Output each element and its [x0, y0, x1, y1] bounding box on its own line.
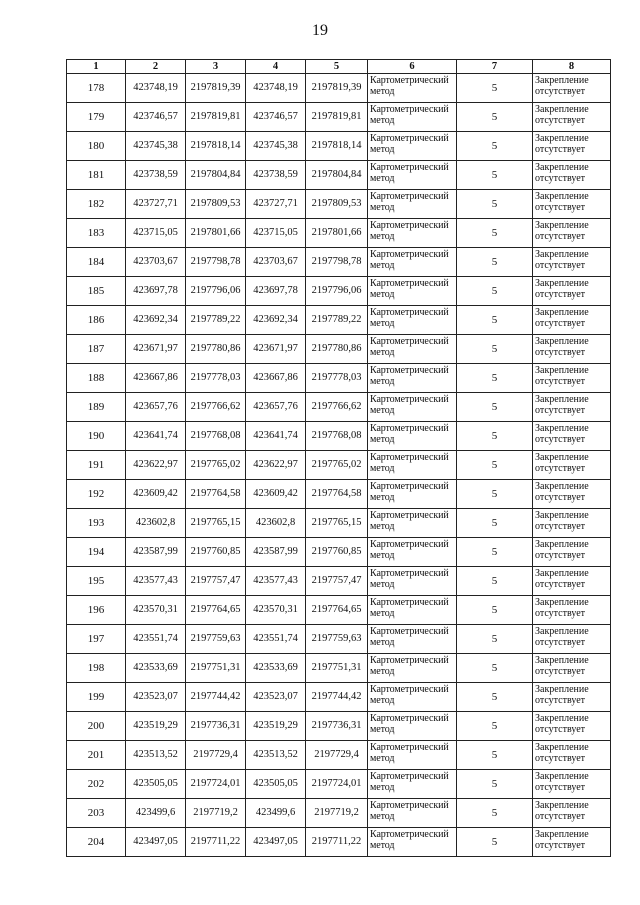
x-existing-cell: 423748,19 — [126, 74, 186, 103]
method-cell: Картометрический метод — [368, 132, 457, 161]
x-new-cell: 423697,78 — [246, 277, 306, 306]
y-new-cell: 2197796,06 — [306, 277, 368, 306]
x-new-cell: 423523,07 — [246, 683, 306, 712]
table-row — [67, 683, 611, 712]
method-cell: Картометрический метод — [368, 509, 457, 538]
table-row — [67, 480, 611, 509]
fixation-cell: Закрепление отсутствует — [533, 219, 611, 248]
fixation-cell: Закрепление отсутствует — [533, 567, 611, 596]
y-existing-cell: 2197809,53 — [186, 190, 246, 219]
x-new-cell: 423667,86 — [246, 364, 306, 393]
x-existing-cell: 423513,52 — [126, 741, 186, 770]
point-number-cell: 198 — [67, 654, 126, 683]
point-number-cell: 188 — [67, 364, 126, 393]
accuracy-cell: 5 — [457, 480, 533, 509]
y-new-cell: 2197819,81 — [306, 103, 368, 132]
point-number-cell: 189 — [67, 393, 126, 422]
method-cell: Картометрический метод — [368, 567, 457, 596]
accuracy-cell: 5 — [457, 451, 533, 480]
x-new-cell: 423497,05 — [246, 828, 306, 857]
coordinates-table — [66, 59, 611, 857]
y-existing-cell: 2197778,03 — [186, 364, 246, 393]
fixation-cell: Закрепление отсутствует — [533, 132, 611, 161]
table-row — [67, 219, 611, 248]
x-new-cell: 423587,99 — [246, 538, 306, 567]
accuracy-cell: 5 — [457, 219, 533, 248]
y-new-cell: 2197764,65 — [306, 596, 368, 625]
fixation-cell: Закрепление отсутствует — [533, 248, 611, 277]
accuracy-cell: 5 — [457, 683, 533, 712]
x-existing-cell: 423523,07 — [126, 683, 186, 712]
table-row — [67, 74, 611, 103]
accuracy-cell: 5 — [457, 364, 533, 393]
accuracy-cell: 5 — [457, 770, 533, 799]
fixation-cell: Закрепление отсутствует — [533, 451, 611, 480]
x-existing-cell: 423587,99 — [126, 538, 186, 567]
x-existing-cell: 423715,05 — [126, 219, 186, 248]
point-number-cell: 185 — [67, 277, 126, 306]
y-existing-cell: 2197724,01 — [186, 770, 246, 799]
table-row — [67, 770, 611, 799]
method-cell: Картометрический метод — [368, 828, 457, 857]
x-existing-cell: 423622,97 — [126, 451, 186, 480]
y-new-cell: 2197757,47 — [306, 567, 368, 596]
x-new-cell: 423671,97 — [246, 335, 306, 364]
accuracy-cell: 5 — [457, 335, 533, 364]
accuracy-cell: 5 — [457, 132, 533, 161]
accuracy-cell: 5 — [457, 509, 533, 538]
fixation-cell: Закрепление отсутствует — [533, 625, 611, 654]
y-new-cell: 2197736,31 — [306, 712, 368, 741]
method-cell: Картометрический метод — [368, 422, 457, 451]
fixation-cell: Закрепление отсутствует — [533, 364, 611, 393]
x-existing-cell: 423570,31 — [126, 596, 186, 625]
x-existing-cell: 423746,57 — [126, 103, 186, 132]
y-existing-cell: 2197719,2 — [186, 799, 246, 828]
x-new-cell: 423715,05 — [246, 219, 306, 248]
x-existing-cell: 423727,71 — [126, 190, 186, 219]
point-number-cell: 203 — [67, 799, 126, 828]
accuracy-cell: 5 — [457, 393, 533, 422]
y-new-cell: 2197719,2 — [306, 799, 368, 828]
y-existing-cell: 2197766,62 — [186, 393, 246, 422]
fixation-cell: Закрепление отсутствует — [533, 103, 611, 132]
y-existing-cell: 2197729,4 — [186, 741, 246, 770]
y-new-cell: 2197751,31 — [306, 654, 368, 683]
fixation-cell: Закрепление отсутствует — [533, 654, 611, 683]
y-new-cell: 2197760,85 — [306, 538, 368, 567]
method-cell: Картометрический метод — [368, 712, 457, 741]
table-row — [67, 654, 611, 683]
x-new-cell: 423499,6 — [246, 799, 306, 828]
accuracy-cell: 5 — [457, 248, 533, 277]
x-new-cell: 423703,67 — [246, 248, 306, 277]
point-number-cell: 200 — [67, 712, 126, 741]
accuracy-cell: 5 — [457, 741, 533, 770]
method-cell: Картометрический метод — [368, 335, 457, 364]
column-header-1: 1 — [67, 60, 126, 74]
x-existing-cell: 423692,34 — [126, 306, 186, 335]
y-existing-cell: 2197764,65 — [186, 596, 246, 625]
x-existing-cell: 423499,6 — [126, 799, 186, 828]
y-new-cell: 2197744,42 — [306, 683, 368, 712]
table-row — [67, 712, 611, 741]
table-row — [67, 451, 611, 480]
point-number-cell: 186 — [67, 306, 126, 335]
x-new-cell: 423738,59 — [246, 161, 306, 190]
x-existing-cell: 423641,74 — [126, 422, 186, 451]
y-existing-cell: 2197801,66 — [186, 219, 246, 248]
table-row — [67, 161, 611, 190]
table-body — [67, 74, 611, 857]
table-row — [67, 596, 611, 625]
method-cell: Картометрический метод — [368, 190, 457, 219]
y-existing-cell: 2197780,86 — [186, 335, 246, 364]
table-row — [67, 306, 611, 335]
table-row — [67, 538, 611, 567]
page-number: 19 — [312, 22, 328, 39]
y-existing-cell: 2197798,78 — [186, 248, 246, 277]
point-number-cell: 192 — [67, 480, 126, 509]
x-existing-cell: 423602,8 — [126, 509, 186, 538]
accuracy-cell: 5 — [457, 538, 533, 567]
accuracy-cell: 5 — [457, 799, 533, 828]
point-number-cell: 191 — [67, 451, 126, 480]
fixation-cell: Закрепление отсутствует — [533, 190, 611, 219]
method-cell: Картометрический метод — [368, 799, 457, 828]
accuracy-cell: 5 — [457, 277, 533, 306]
y-new-cell: 2197801,66 — [306, 219, 368, 248]
y-existing-cell: 2197759,63 — [186, 625, 246, 654]
table-row — [67, 509, 611, 538]
y-new-cell: 2197804,84 — [306, 161, 368, 190]
column-header-5: 5 — [306, 60, 368, 74]
point-number-cell: 201 — [67, 741, 126, 770]
y-existing-cell: 2197796,06 — [186, 277, 246, 306]
fixation-cell: Закрепление отсутствует — [533, 538, 611, 567]
method-cell: Картометрический метод — [368, 683, 457, 712]
x-new-cell: 423692,34 — [246, 306, 306, 335]
x-existing-cell: 423703,67 — [126, 248, 186, 277]
fixation-cell: Закрепление отсутствует — [533, 770, 611, 799]
x-new-cell: 423519,29 — [246, 712, 306, 741]
table-row — [67, 103, 611, 132]
x-new-cell: 423505,05 — [246, 770, 306, 799]
x-existing-cell: 423533,69 — [126, 654, 186, 683]
point-number-cell: 179 — [67, 103, 126, 132]
fixation-cell: Закрепление отсутствует — [533, 828, 611, 857]
method-cell: Картометрический метод — [368, 538, 457, 567]
method-cell: Картометрический метод — [368, 480, 457, 509]
fixation-cell: Закрепление отсутствует — [533, 161, 611, 190]
point-number-cell: 204 — [67, 828, 126, 857]
x-new-cell: 423745,38 — [246, 132, 306, 161]
y-existing-cell: 2197804,84 — [186, 161, 246, 190]
accuracy-cell: 5 — [457, 712, 533, 741]
accuracy-cell: 5 — [457, 567, 533, 596]
table-row — [67, 799, 611, 828]
y-new-cell: 2197818,14 — [306, 132, 368, 161]
x-existing-cell: 423497,05 — [126, 828, 186, 857]
fixation-cell: Закрепление отсутствует — [533, 741, 611, 770]
y-new-cell: 2197789,22 — [306, 306, 368, 335]
x-existing-cell: 423667,86 — [126, 364, 186, 393]
y-existing-cell: 2197751,31 — [186, 654, 246, 683]
y-existing-cell: 2197768,08 — [186, 422, 246, 451]
accuracy-cell: 5 — [457, 625, 533, 654]
point-number-cell: 195 — [67, 567, 126, 596]
accuracy-cell: 5 — [457, 161, 533, 190]
accuracy-cell: 5 — [457, 306, 533, 335]
method-cell: Картометрический метод — [368, 625, 457, 654]
y-new-cell: 2197729,4 — [306, 741, 368, 770]
column-header-4: 4 — [246, 60, 306, 74]
x-new-cell: 423570,31 — [246, 596, 306, 625]
table-row — [67, 422, 611, 451]
accuracy-cell: 5 — [457, 828, 533, 857]
accuracy-cell: 5 — [457, 654, 533, 683]
point-number-cell: 193 — [67, 509, 126, 538]
point-number-cell: 190 — [67, 422, 126, 451]
y-new-cell: 2197768,08 — [306, 422, 368, 451]
x-existing-cell: 423577,43 — [126, 567, 186, 596]
method-cell: Картометрический метод — [368, 364, 457, 393]
point-number-cell: 197 — [67, 625, 126, 654]
y-existing-cell: 2197789,22 — [186, 306, 246, 335]
x-existing-cell: 423609,42 — [126, 480, 186, 509]
method-cell: Картометрический метод — [368, 306, 457, 335]
method-cell: Картометрический метод — [368, 219, 457, 248]
y-new-cell: 2197819,39 — [306, 74, 368, 103]
method-cell: Картометрический метод — [368, 161, 457, 190]
point-number-cell: 181 — [67, 161, 126, 190]
x-new-cell: 423609,42 — [246, 480, 306, 509]
x-existing-cell: 423657,76 — [126, 393, 186, 422]
fixation-cell: Закрепление отсутствует — [533, 74, 611, 103]
y-new-cell: 2197724,01 — [306, 770, 368, 799]
point-number-cell: 182 — [67, 190, 126, 219]
table-row — [67, 741, 611, 770]
x-new-cell: 423657,76 — [246, 393, 306, 422]
fixation-cell: Закрепление отсутствует — [533, 509, 611, 538]
y-existing-cell: 2197765,15 — [186, 509, 246, 538]
x-existing-cell: 423745,38 — [126, 132, 186, 161]
table-row — [67, 625, 611, 654]
point-number-cell: 194 — [67, 538, 126, 567]
point-number-cell: 183 — [67, 219, 126, 248]
method-cell: Картометрический метод — [368, 103, 457, 132]
table-header — [67, 60, 611, 74]
point-number-cell: 178 — [67, 74, 126, 103]
method-cell: Картометрический метод — [368, 741, 457, 770]
accuracy-cell: 5 — [457, 103, 533, 132]
x-new-cell: 423513,52 — [246, 741, 306, 770]
fixation-cell: Закрепление отсутствует — [533, 306, 611, 335]
y-existing-cell: 2197819,39 — [186, 74, 246, 103]
header-row — [67, 60, 611, 74]
fixation-cell: Закрепление отсутствует — [533, 596, 611, 625]
y-new-cell: 2197759,63 — [306, 625, 368, 654]
accuracy-cell: 5 — [457, 190, 533, 219]
fixation-cell: Закрепление отсутствует — [533, 683, 611, 712]
table-row — [67, 567, 611, 596]
y-existing-cell: 2197760,85 — [186, 538, 246, 567]
y-existing-cell: 2197819,81 — [186, 103, 246, 132]
table-row — [67, 132, 611, 161]
y-existing-cell: 2197757,47 — [186, 567, 246, 596]
method-cell: Картометрический метод — [368, 277, 457, 306]
method-cell: Картометрический метод — [368, 393, 457, 422]
y-existing-cell: 2197744,42 — [186, 683, 246, 712]
y-new-cell: 2197778,03 — [306, 364, 368, 393]
x-new-cell: 423727,71 — [246, 190, 306, 219]
y-new-cell: 2197765,15 — [306, 509, 368, 538]
method-cell: Картометрический метод — [368, 74, 457, 103]
fixation-cell: Закрепление отсутствует — [533, 480, 611, 509]
x-new-cell: 423641,74 — [246, 422, 306, 451]
method-cell: Картометрический метод — [368, 596, 457, 625]
fixation-cell: Закрепление отсутствует — [533, 277, 611, 306]
x-new-cell: 423622,97 — [246, 451, 306, 480]
x-new-cell: 423748,19 — [246, 74, 306, 103]
y-new-cell: 2197766,62 — [306, 393, 368, 422]
accuracy-cell: 5 — [457, 74, 533, 103]
table-row — [67, 190, 611, 219]
point-number-cell: 187 — [67, 335, 126, 364]
table-row — [67, 277, 611, 306]
y-existing-cell: 2197736,31 — [186, 712, 246, 741]
column-header-8: 8 — [533, 60, 611, 74]
point-number-cell: 196 — [67, 596, 126, 625]
method-cell: Картометрический метод — [368, 770, 457, 799]
accuracy-cell: 5 — [457, 422, 533, 451]
y-existing-cell: 2197818,14 — [186, 132, 246, 161]
y-new-cell: 2197809,53 — [306, 190, 368, 219]
accuracy-cell: 5 — [457, 596, 533, 625]
y-existing-cell: 2197764,58 — [186, 480, 246, 509]
y-new-cell: 2197780,86 — [306, 335, 368, 364]
x-existing-cell: 423519,29 — [126, 712, 186, 741]
method-cell: Картометрический метод — [368, 451, 457, 480]
column-header-7: 7 — [457, 60, 533, 74]
y-new-cell: 2197764,58 — [306, 480, 368, 509]
point-number-cell: 199 — [67, 683, 126, 712]
x-new-cell: 423577,43 — [246, 567, 306, 596]
y-new-cell: 2197711,22 — [306, 828, 368, 857]
column-header-3: 3 — [186, 60, 246, 74]
table-row — [67, 393, 611, 422]
x-existing-cell: 423738,59 — [126, 161, 186, 190]
x-new-cell: 423533,69 — [246, 654, 306, 683]
table-row — [67, 364, 611, 393]
fixation-cell: Закрепление отсутствует — [533, 335, 611, 364]
method-cell: Картометрический метод — [368, 248, 457, 277]
table-row — [67, 335, 611, 364]
fixation-cell: Закрепление отсутствует — [533, 712, 611, 741]
x-new-cell: 423602,8 — [246, 509, 306, 538]
column-header-6: 6 — [368, 60, 457, 74]
y-new-cell: 2197765,02 — [306, 451, 368, 480]
x-new-cell: 423551,74 — [246, 625, 306, 654]
fixation-cell: Закрепление отсутствует — [533, 393, 611, 422]
fixation-cell: Закрепление отсутствует — [533, 422, 611, 451]
x-existing-cell: 423505,05 — [126, 770, 186, 799]
x-existing-cell: 423697,78 — [126, 277, 186, 306]
x-existing-cell: 423671,97 — [126, 335, 186, 364]
y-existing-cell: 2197711,22 — [186, 828, 246, 857]
point-number-cell: 184 — [67, 248, 126, 277]
table-row — [67, 828, 611, 857]
fixation-cell: Закрепление отсутствует — [533, 799, 611, 828]
column-header-2: 2 — [126, 60, 186, 74]
point-number-cell: 180 — [67, 132, 126, 161]
x-existing-cell: 423551,74 — [126, 625, 186, 654]
method-cell: Картометрический метод — [368, 654, 457, 683]
x-new-cell: 423746,57 — [246, 103, 306, 132]
table-row — [67, 248, 611, 277]
y-existing-cell: 2197765,02 — [186, 451, 246, 480]
y-new-cell: 2197798,78 — [306, 248, 368, 277]
point-number-cell: 202 — [67, 770, 126, 799]
